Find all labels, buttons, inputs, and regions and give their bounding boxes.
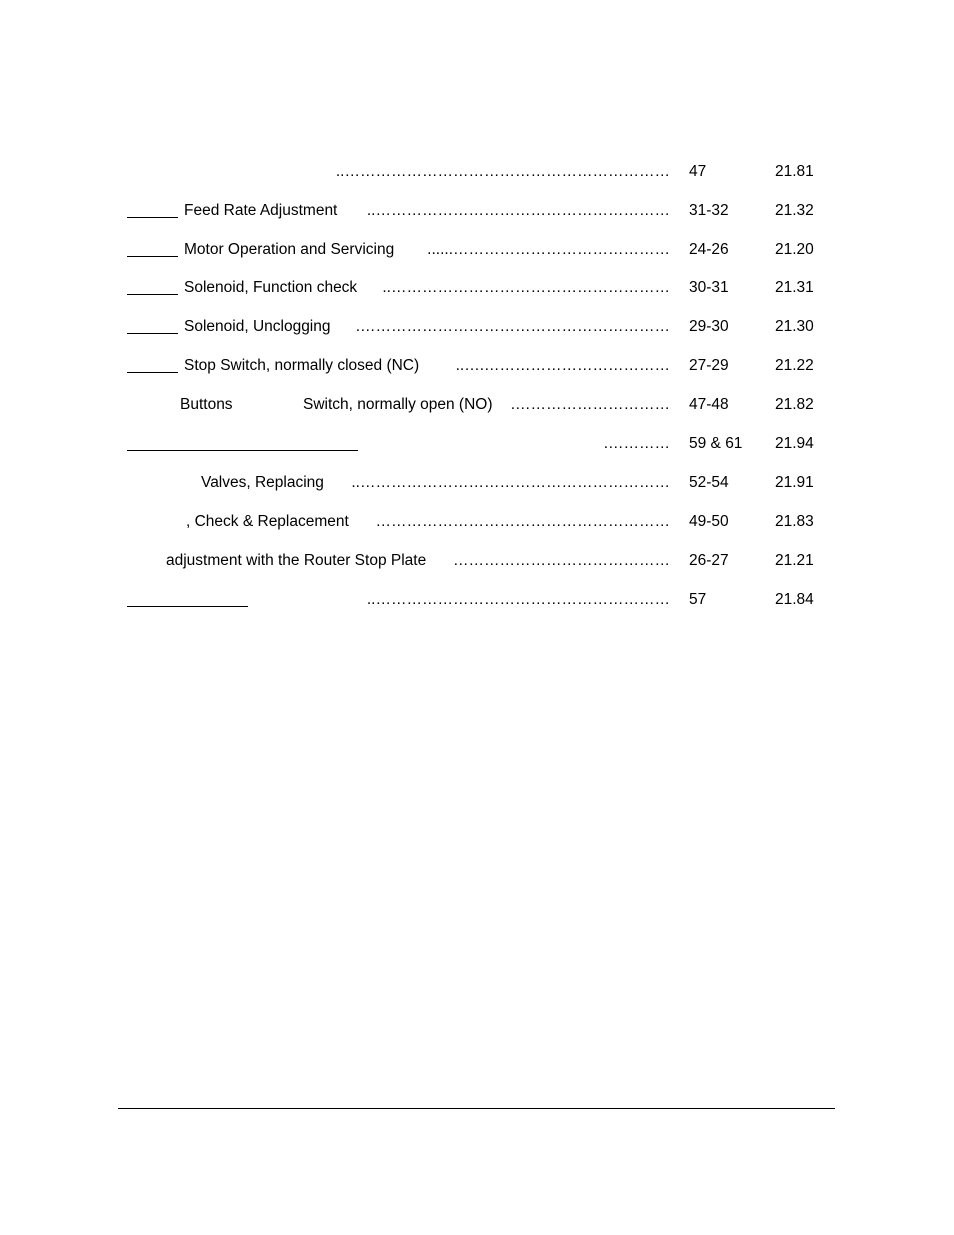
toc-title-prefix: Buttons [180, 396, 233, 413]
toc-dots: ……………………………………...... [427, 241, 670, 258]
toc-page: 47 [689, 163, 707, 180]
toc-title: adjustment with the Router Stop Plate [166, 552, 427, 569]
toc-page: 49-50 [689, 513, 729, 530]
toc-page: 29-30 [689, 318, 729, 335]
toc-page: 30-31 [689, 279, 729, 296]
toc-entry [0, 240, 954, 260]
toc-section: 21.30 [775, 318, 814, 335]
toc-page: 47-48 [689, 396, 729, 413]
toc-entry [0, 551, 954, 571]
toc-title: Switch, normally open (NO) [303, 396, 493, 413]
toc-section: 21.31 [775, 279, 814, 296]
toc-title: Solenoid, Unclogging [184, 318, 331, 335]
blank-underline [127, 217, 178, 218]
toc-section: 21.83 [775, 513, 814, 530]
toc-title: Feed Rate Adjustment [184, 202, 338, 219]
toc-page: 27-29 [689, 357, 729, 374]
toc-dots: ……………………………….….. [455, 357, 670, 374]
toc-dots: ……………………………………………………….. [335, 163, 670, 180]
toc-entry [0, 201, 954, 221]
toc-title: , Check & Replacement [186, 513, 349, 530]
toc-entry [0, 317, 954, 337]
footer-divider [118, 1108, 835, 1109]
toc-dots: …………………………………………………….. [351, 474, 670, 491]
toc-page: 31-32 [689, 202, 729, 219]
toc-page: 24-26 [689, 241, 729, 258]
toc-section: 21.22 [775, 357, 814, 374]
toc-dots: ………………………………………………….. [366, 591, 670, 608]
toc-entry [0, 395, 954, 415]
toc-dots: …………………………. [510, 396, 670, 413]
blank-underline [127, 294, 178, 295]
toc-section: 21.94 [775, 435, 814, 452]
toc-section: 21.32 [775, 202, 814, 219]
toc-dots: …………………………………… [453, 552, 670, 569]
toc-entry [0, 590, 954, 610]
toc-entry [0, 162, 954, 182]
toc-dots: ………………………………………………….. [366, 202, 670, 219]
toc-page: 57 [689, 591, 707, 608]
toc-section: 21.91 [775, 474, 814, 491]
blank-underline [127, 606, 248, 607]
toc-dots: ………………………………………………… [375, 513, 670, 530]
toc-title: Solenoid, Function check [184, 279, 358, 296]
toc-section: 21.20 [775, 241, 814, 258]
blank-underline [127, 372, 178, 373]
toc-entry [0, 512, 954, 532]
blank-underline [127, 333, 178, 334]
toc-dots: ……………………………………………………. [355, 318, 670, 335]
toc-entry [0, 473, 954, 493]
toc-dots: …………. [603, 435, 670, 452]
toc-title: Valves, Replacing [201, 474, 324, 491]
toc-page: 26-27 [689, 552, 729, 569]
toc-entry [0, 434, 954, 454]
toc-section: 21.21 [775, 552, 814, 569]
toc-dots: ……………………………………………….. [382, 279, 670, 296]
toc-section: 21.81 [775, 163, 814, 180]
toc-title: Stop Switch, normally closed (NC) [184, 357, 420, 374]
blank-underline [127, 256, 178, 257]
toc-page: 52-54 [689, 474, 729, 491]
toc-section: 21.84 [775, 591, 814, 608]
blank-underline [127, 450, 358, 451]
toc-entry [0, 278, 954, 298]
toc-page: 59 & 61 [689, 435, 743, 452]
toc-title: Motor Operation and Servicing [184, 241, 395, 258]
toc-section: 21.82 [775, 396, 814, 413]
toc-entry [0, 356, 954, 376]
